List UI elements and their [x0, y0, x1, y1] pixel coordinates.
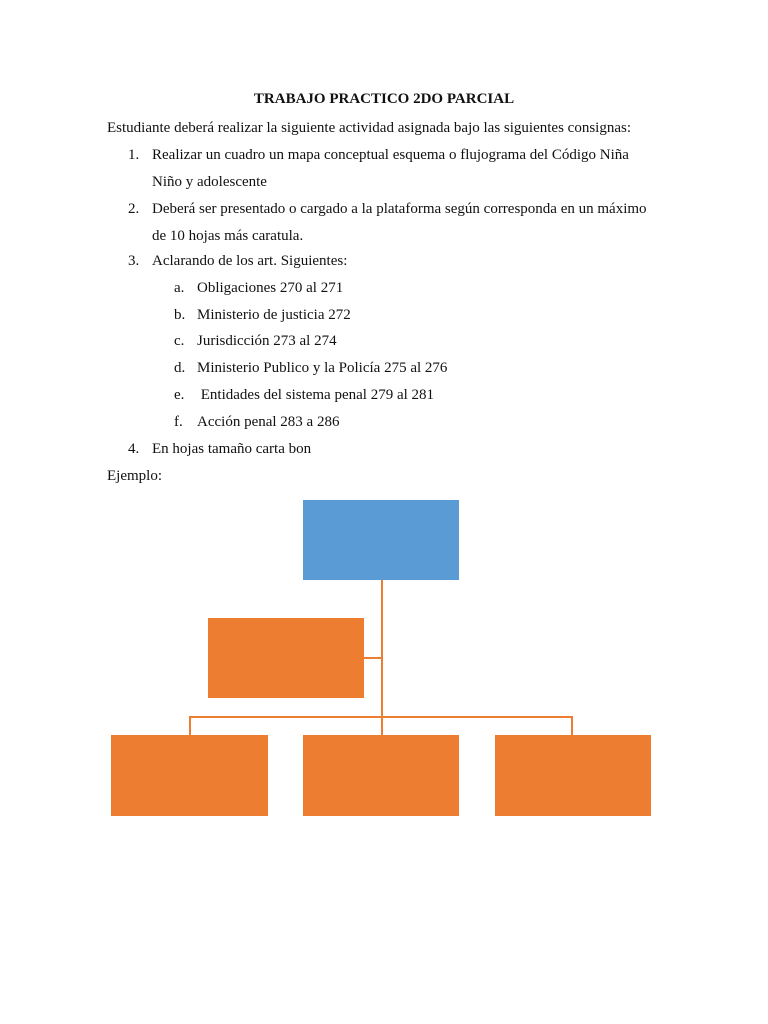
- subitem-e-letter: e.: [174, 387, 185, 403]
- assistant-connector: [364, 657, 382, 659]
- assistant-box: [208, 618, 364, 698]
- subitem-d-text: Ministerio Publico y la Policía 275 al 276: [197, 360, 448, 376]
- item-4-number: 4.: [128, 441, 140, 457]
- child-box-right: [495, 735, 651, 816]
- item-1-number: 1.: [128, 147, 140, 163]
- intro-text: Estudiante deberá realizar la siguiente actividad asignada bajo las siguientes consignas:: [107, 120, 631, 136]
- item-2-line-1: Deberá ser presentado o cargado a la plataforma según corresponda en un máximo: [152, 201, 647, 217]
- item-4-line-1: En hojas tamaño carta bon: [152, 441, 312, 457]
- subitem-e-text: Entidades del sistema penal 279 al 281: [197, 387, 435, 403]
- item-1-line-2: Niño y adolescente: [152, 174, 267, 190]
- item-1-line-1: Realizar un cuadro un mapa conceptual esquema o flujograma del Código Niña: [152, 147, 629, 163]
- subitem-b-text: Ministerio de justicia 272: [197, 307, 351, 323]
- subitem-a-text: Obligaciones 270 al 271: [197, 280, 344, 296]
- document-title: TRABAJO PRACTICO 2DO PARCIAL: [253, 91, 515, 107]
- subitem-f-letter: f.: [174, 414, 183, 430]
- child-box-center: [303, 735, 459, 816]
- item-3-number: 3.: [128, 253, 140, 269]
- subitem-f-text: Acción penal 283 a 286: [197, 414, 340, 430]
- subitem-c-letter: c.: [174, 333, 185, 349]
- item-2-number: 2.: [128, 201, 140, 217]
- left-branch-connector: [189, 716, 191, 736]
- top-box: [303, 500, 459, 580]
- item-2-line-2: de 10 hojas más caratula.: [152, 228, 304, 244]
- subitem-a-letter: a.: [174, 280, 185, 296]
- subitem-d-letter: d.: [174, 360, 186, 376]
- item-3-line-1: Aclarando de los art. Siguientes:: [152, 253, 348, 269]
- right-branch-connector: [571, 716, 573, 736]
- subitem-c-text: Jurisdicción 273 al 274: [197, 333, 337, 349]
- horizontal-connector: [189, 716, 573, 718]
- child-box-left: [111, 735, 268, 816]
- subitem-b-letter: b.: [174, 307, 186, 323]
- example-label: Ejemplo:: [107, 468, 162, 484]
